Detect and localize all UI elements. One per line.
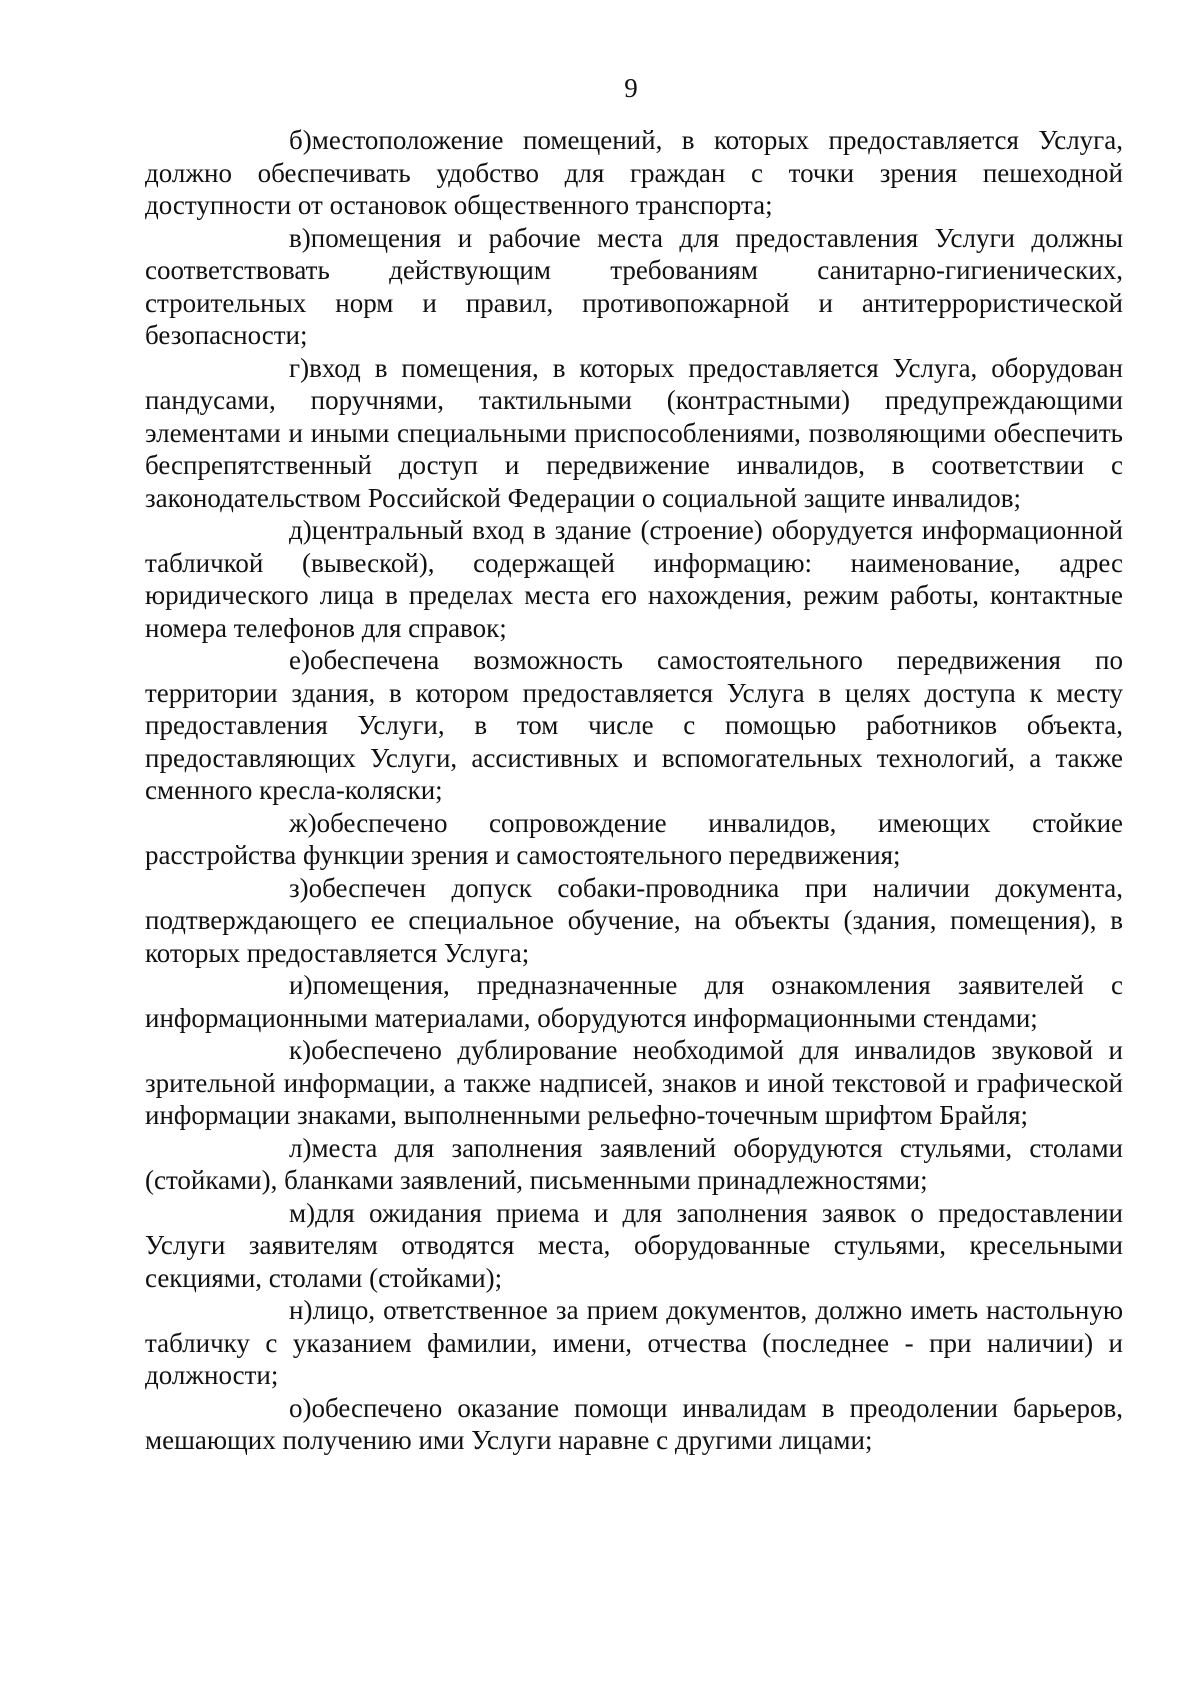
item-marker: о) <box>289 1392 312 1423</box>
item-marker: м) <box>289 1197 316 1228</box>
list-item <box>145 124 1123 222</box>
list-item <box>145 222 1123 352</box>
list-item <box>145 969 1123 1034</box>
list-item <box>145 352 1123 515</box>
item-text: местоположение помещений, в которых предоставляется Услуга, должно обеспечивать удобство для граждан с точки зрения пешеходной доступности от остановок общественного транспорта; <box>145 125 1123 220</box>
item-text: обеспечено сопровождение инвалидов, имеющих стойкие расстройства функции зрения и самостоятельного передвижения; <box>145 807 1123 870</box>
item-text: центральный вход в здание (строение) оборудуется информационной табличкой (вывеской), содержащей информацию: наименование, адрес юридического лица в пределах места его нахождения, режим работы, контактные номера телефонов для справок; <box>145 515 1123 643</box>
item-text: вход в помещения, в которых предоставляется Услуга, оборудован пандусами, поручнями, тактильными (контрастными) предупреждающими элементами и иными специальными приспособлениями, позволяющими обеспечить беспрепятственный доступ и передвижение инвалидов, в соответствии с законодательством Российской Федерации о социальной защите инвалидов; <box>145 352 1123 513</box>
list-item <box>145 872 1123 970</box>
item-text: места для заполнения заявлений оборудуются стульями, столами (стойками), бланками заявлений, письменными принадлежностями; <box>145 1132 1123 1195</box>
item-marker: б) <box>289 125 312 155</box>
item-marker: в) <box>289 222 311 253</box>
item-text: обеспечено дублирование необходимой для инвалидов звуковой и зрительной информации, а также надписей, знаков и иной текстовой и графической информации знаками, выполненными рельефно-точечным шрифтом Брайля; <box>145 1035 1123 1130</box>
item-text: обеспечена возможность самостоятельного передвижения по территории здания, в котором предоставляется Услуга в целях доступа к месту предоставления Услуги, в том числе с помощью работников объекта, предоставляющих Услуги, ассистивных и вспомогательных технологий, а также сменного кресла-коляски; <box>145 645 1123 805</box>
list-item <box>145 514 1123 644</box>
item-text: помещения, предназначенные для ознакомления заявителей с информационными материалами, оборудуются информационными стендами; <box>145 970 1123 1033</box>
list-item <box>145 1197 1123 1295</box>
item-text: обеспечен допуск собаки-проводника при наличии документа, подтверждающего ее специальное обучение, на объекты (здания, помещения), в которых предоставляется Услуга; <box>145 872 1123 968</box>
list-item <box>145 1294 1123 1392</box>
item-marker: н) <box>289 1295 313 1325</box>
item-text: лицо, ответственное за прием документов, должно иметь настольную табличку с указанием фамилии, имени, отчества (последнее - при наличии) и должности; <box>145 1295 1123 1390</box>
item-marker: л) <box>289 1132 312 1163</box>
item-marker: е) <box>289 645 310 675</box>
page-number: 9 <box>624 73 638 103</box>
item-marker: и) <box>289 970 313 1000</box>
item-marker: з) <box>289 872 309 903</box>
item-marker: г) <box>289 352 310 383</box>
list-item <box>145 1034 1123 1132</box>
item-marker: д) <box>289 515 312 545</box>
list-item <box>145 644 1123 807</box>
item-text: для ожидания приема и для заполнения заявок о предоставлении Услуги заявителям отводятся места, оборудованные стульями, кресельными секциями, столами (стойками); <box>145 1197 1123 1293</box>
item-text: помещения и рабочие места для предоставления Услуги должны соответствовать действующим требованиям санитарно-гигиенических, строительных норм и правил, противопожарной и антитеррористической безопасности; <box>145 222 1123 350</box>
item-text: обеспечено оказание помощи инвалидам в преодолении барьеров, мешающих получению ими Услуги наравне с другими лицами; <box>145 1392 1123 1455</box>
document-body <box>145 124 1123 1457</box>
item-marker: к) <box>289 1035 312 1065</box>
item-marker: ж) <box>289 807 317 838</box>
list-item <box>145 807 1123 872</box>
list-item <box>145 1392 1123 1457</box>
list-item <box>145 1132 1123 1197</box>
